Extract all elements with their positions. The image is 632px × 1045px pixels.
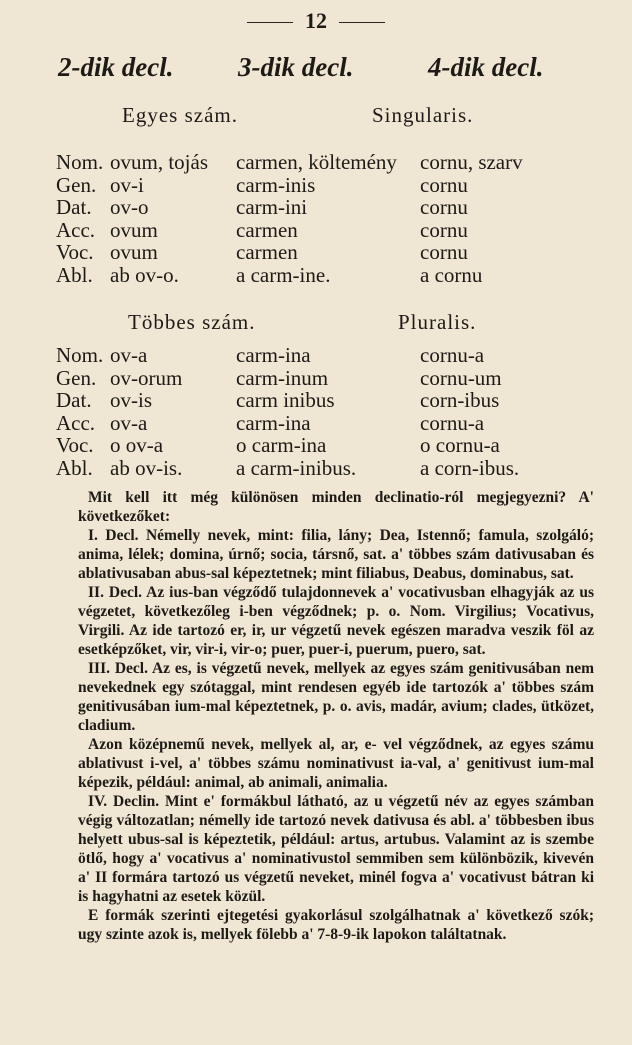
pl-cell-c1: ab ov-is. xyxy=(110,455,183,480)
pl-cell-c2: carm-inum xyxy=(236,365,329,390)
page-number-rule-left xyxy=(247,22,293,23)
sg-cell-c1: ab ov-o. xyxy=(110,262,179,287)
sg-cell-c2: carm-ini xyxy=(236,195,308,219)
sg-cell-c3: cornu, szarv xyxy=(420,150,523,174)
pl-cell-c1: o ov-a xyxy=(110,433,164,457)
sg-cell-c1: ovum xyxy=(110,217,158,242)
paragraph-decl-1: I. Decl. Némelly nevek, mint: filia, lány; Dea, Istennő; famula, szolgáló; anima, lélek; domina, úrnő; socia, társnő, sat. a' többes szám dativusaban és ablativusaban abus-sal képeztetnek; mint filiabus, Deabus, dominabus, sat. xyxy=(78,527,594,582)
sg-cell-c3: a cornu xyxy=(420,262,483,287)
pl-cell-c3: o cornu-a xyxy=(420,433,500,457)
sg-cell-c1: ovum xyxy=(110,240,158,264)
plural-heading-hu: Többes szám. xyxy=(128,310,256,334)
sg-cell-c2: carmen xyxy=(236,240,298,264)
paragraph-decl-3: III. Decl. Az es, is végzetű nevek, mellyek az egyes szám genitivusában nem nevekednek egy szótaggal, mint rendesen egyéb ide tartozók a' többes szám genitivusában ium-mal képeztetnek, p. o. avis, madár, avium; clades, ütközet, cladium. xyxy=(78,660,594,734)
declension-heading-2: 2-dik decl. xyxy=(58,52,174,82)
pl-cell-c1: ov-a xyxy=(110,343,148,367)
pl-cell-c2: carm-ina xyxy=(236,343,311,367)
paragraph-exercise: E formák szerinti ejtegetési gyakorlásul szolgálhatnak a' következő szók; ugy szinte azok is, mellyek fölebb a' 7-8-9-ik lapokon találtatnak. xyxy=(78,907,594,943)
sg-cell-c3: cornu xyxy=(420,217,468,242)
pl-cell-c1: ov-orum xyxy=(110,365,183,390)
pl-cell-c3: cornu-um xyxy=(420,365,502,390)
question-line: Mit kell itt még különösen minden declinatio-ról megjegyezni? A' következőket: xyxy=(78,489,594,525)
sg-cell-c1: ov-i xyxy=(110,172,144,197)
paragraph-neuter: Azon középnemű nevek, mellyek al, ar, e- vel végződnek, az egyes számu ablativust i-vel, a' többes számu nominativust ia-val, a' genitivust ium-mal képezik, például: animal, ab animali, animalia. xyxy=(78,736,594,791)
sg-cell-case: Nom. xyxy=(56,150,104,174)
sg-cell-c1: ov-o xyxy=(110,195,149,219)
sg-cell-case: Gen. xyxy=(56,172,97,197)
sg-cell-case: Abl. xyxy=(56,262,93,287)
body-text xyxy=(78,488,594,944)
declension-heading-3: 3-dik decl. xyxy=(238,52,354,82)
pl-cell-case: Nom. xyxy=(56,343,104,367)
pl-cell-c3: cornu-a xyxy=(420,343,485,367)
pl-cell-c2: o carm-ina xyxy=(236,433,327,457)
pl-cell-c2: carm inibus xyxy=(236,388,335,412)
sg-cell-case: Dat. xyxy=(56,195,92,219)
pl-cell-case: Gen. xyxy=(56,365,97,390)
page-number: 12 xyxy=(0,8,632,34)
sg-cell-c2: carm-inis xyxy=(236,172,316,197)
pl-cell-c3: cornu-a xyxy=(420,410,485,435)
sg-cell-c2: carmen, költemény xyxy=(236,150,397,174)
sg-cell-c3: cornu xyxy=(420,240,468,264)
pl-cell-c3: corn-ibus xyxy=(420,388,500,412)
pl-cell-case: Acc. xyxy=(56,410,96,435)
sg-cell-c3: cornu xyxy=(420,172,468,197)
pl-cell-c2: carm-ina xyxy=(236,410,311,435)
sg-cell-case: Voc. xyxy=(56,240,94,264)
sg-cell-c2: a carm-ine. xyxy=(236,262,331,287)
singular-heading-hu: Egyes szám. xyxy=(122,103,238,127)
sg-cell-c3: cornu xyxy=(420,195,468,219)
sg-cell-c2: carmen xyxy=(236,217,298,242)
plural-heading-la: Pluralis. xyxy=(398,310,477,334)
pl-cell-case: Abl. xyxy=(56,455,93,480)
declension-heading-4: 4-dik decl. xyxy=(428,52,544,82)
pl-cell-c3: a corn-ibus. xyxy=(420,455,520,480)
sg-cell-c1: ovum, tojás xyxy=(110,150,208,174)
pl-cell-c1: ov-a xyxy=(110,410,148,435)
sg-cell-case: Acc. xyxy=(56,217,96,242)
pl-cell-case: Voc. xyxy=(56,433,94,457)
pl-cell-c1: ov-is xyxy=(110,388,152,412)
paragraph-decl-4: IV. Declin. Mint e' formákbul látható, az u végzetű név az egyes számban végig változatlan; némelly ide tartozó nevek dativusa és abl. a' többesben ibus helyett ubus-sal is képeztetik, például: artus, artubus. Valamint az is szembe ötlő, hogy a' vocativus a' nominativustol semmiben sem különbözik, kivevén a' II formára tartozó us végzetű neveket, minél fogva a' vocativust bátran ki is hagyhatni az esetek közül. xyxy=(78,793,594,905)
pl-cell-case: Dat. xyxy=(56,388,92,412)
page-number-rule-right xyxy=(339,22,385,23)
singular-heading-la: Singularis. xyxy=(372,103,474,127)
pl-cell-c2: a carm-inibus. xyxy=(236,455,357,480)
paragraph-decl-2: II. Decl. Az ius-ban végződő tulajdonnevek a' vocativusban elhagyják az us végzetet, következőleg i-ben végződnek; p. o. Nom. Virgilius; Vocativus, Virgili. Az ide tartozó er, ir, ur végzetű nevek egészen maradva veszik föl az esetképzőket, vir, vir-i, vir-o; puer, puer-i, puerum, puero, sat. xyxy=(78,584,594,658)
